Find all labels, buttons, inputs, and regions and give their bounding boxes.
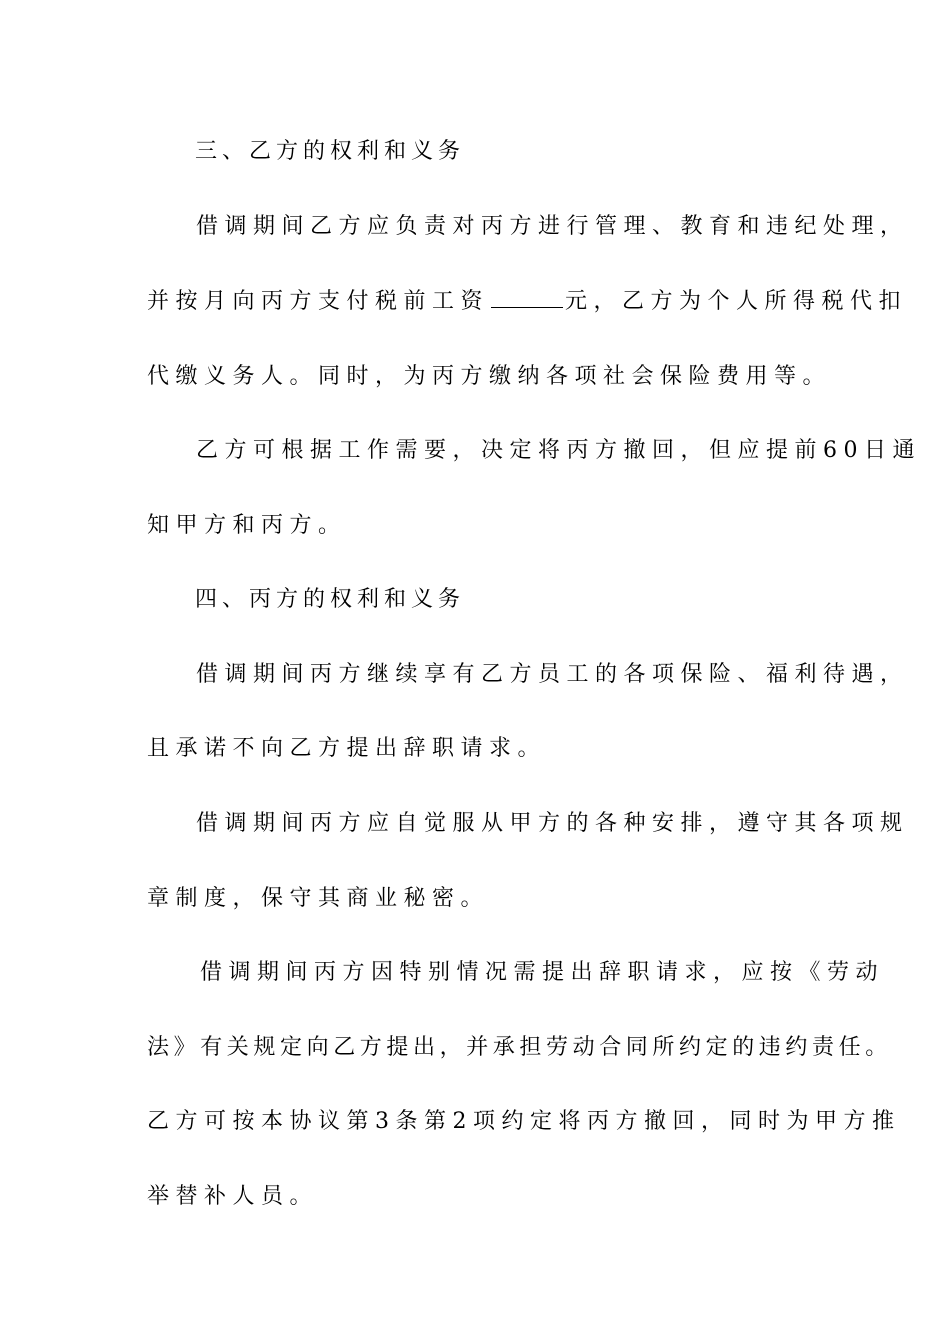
section-3-para-1-line-3: 代缴义务人。同时，为丙方缴纳各项社会保险费用等。 [147, 364, 832, 389]
section-4-para-3-line-4: 举替补人员。 [147, 1184, 319, 1209]
section-4-para-3-line-2: 法》有关规定向乙方提出，并承担劳动合同所约定的违约责任。 [147, 1035, 892, 1060]
text-segment: 并按月向丙方支付税前工资 [147, 289, 490, 314]
section-3-heading: 三、乙方的权利和义务 [195, 139, 466, 164]
text-segment: 元，乙方为个人所得税代扣 [565, 289, 908, 314]
salary-blank [491, 289, 563, 308]
section-4-para-1-line-1: 借调期间丙方继续享有乙方员工的各项保险、福利待遇， [196, 662, 909, 687]
section-3-para-1-line-1: 借调期间乙方应负责对丙方进行管理、教育和违纪处理， [196, 214, 909, 239]
section-4-para-3-line-3: 乙方可按本协议第3条第2项约定将丙方撤回，同时为甲方推 [147, 1109, 901, 1134]
section-4-para-2-line-1: 借调期间丙方应自觉服从甲方的各种安排，遵守其各项规 [196, 811, 909, 836]
section-4-para-1-line-2: 且承诺不向乙方提出辞职请求。 [147, 736, 547, 761]
section-3-para-1-line-2 [147, 287, 907, 317]
section-4-para-2-line-2: 章制度，保守其商业秘密。 [147, 886, 490, 911]
section-3-para-2-line-2: 知甲方和丙方。 [147, 513, 347, 538]
section-4-para-3-line-1: 借调期间丙方因特别情况需提出辞职请求，应按《劳动 [200, 960, 885, 985]
section-3-para-2-line-1: 乙方可根据工作需要，决定将丙方撤回，但应提前60日通 [196, 438, 921, 463]
section-4-heading: 四、丙方的权利和义务 [195, 587, 466, 612]
